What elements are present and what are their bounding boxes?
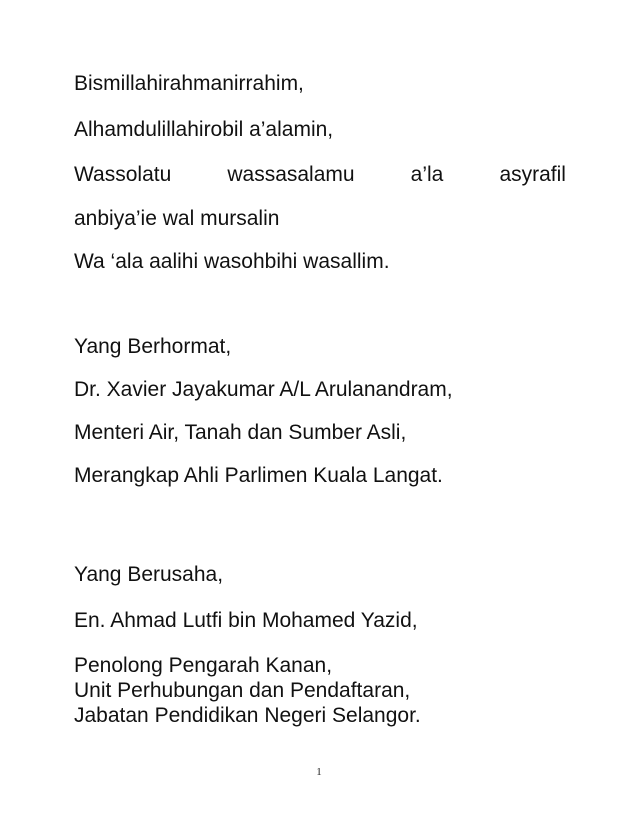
alhamdulillah-line: Alhamdulillahirobil a’alamin,	[74, 118, 334, 141]
honorable-role: Merangkap Ahli Parlimen Kuala Langat.	[74, 464, 443, 487]
salawat-word-3: a’la	[410, 163, 444, 186]
berusaha-title-line3: Jabatan Pendidikan Negeri Selangor.	[74, 704, 421, 727]
berusaha-name: En. Ahmad Lutfi bin Mohamed Yazid,	[74, 609, 418, 632]
salawat-word-1: Wassolatu	[74, 163, 172, 186]
honorable-name: Dr. Xavier Jayakumar A/L Arulanandram,	[74, 378, 453, 401]
berusaha-title-line1: Penolong Pengarah Kanan,	[74, 654, 333, 677]
honorable-title: Menteri Air, Tanah dan Sumber Asli,	[74, 421, 407, 444]
salawat-word-4: asyrafil	[499, 163, 566, 186]
page-number: 1	[316, 766, 322, 778]
salawat-word-2: wassasalamu	[227, 163, 355, 186]
salawat-line	[74, 163, 566, 187]
bismillah-line: Bismillahirahmanirrahim,	[74, 72, 304, 95]
yang-berusaha-heading: Yang Berusaha,	[74, 563, 224, 586]
anbiya-line: anbiya’ie wal mursalin	[74, 207, 280, 230]
yang-berhormat-heading: Yang Berhormat,	[74, 335, 232, 358]
berusaha-title-line2: Unit Perhubungan dan Pendaftaran,	[74, 679, 411, 702]
wa-ala-line: Wa ‘ala aalihi wasohbihi wasallim.	[74, 250, 390, 273]
